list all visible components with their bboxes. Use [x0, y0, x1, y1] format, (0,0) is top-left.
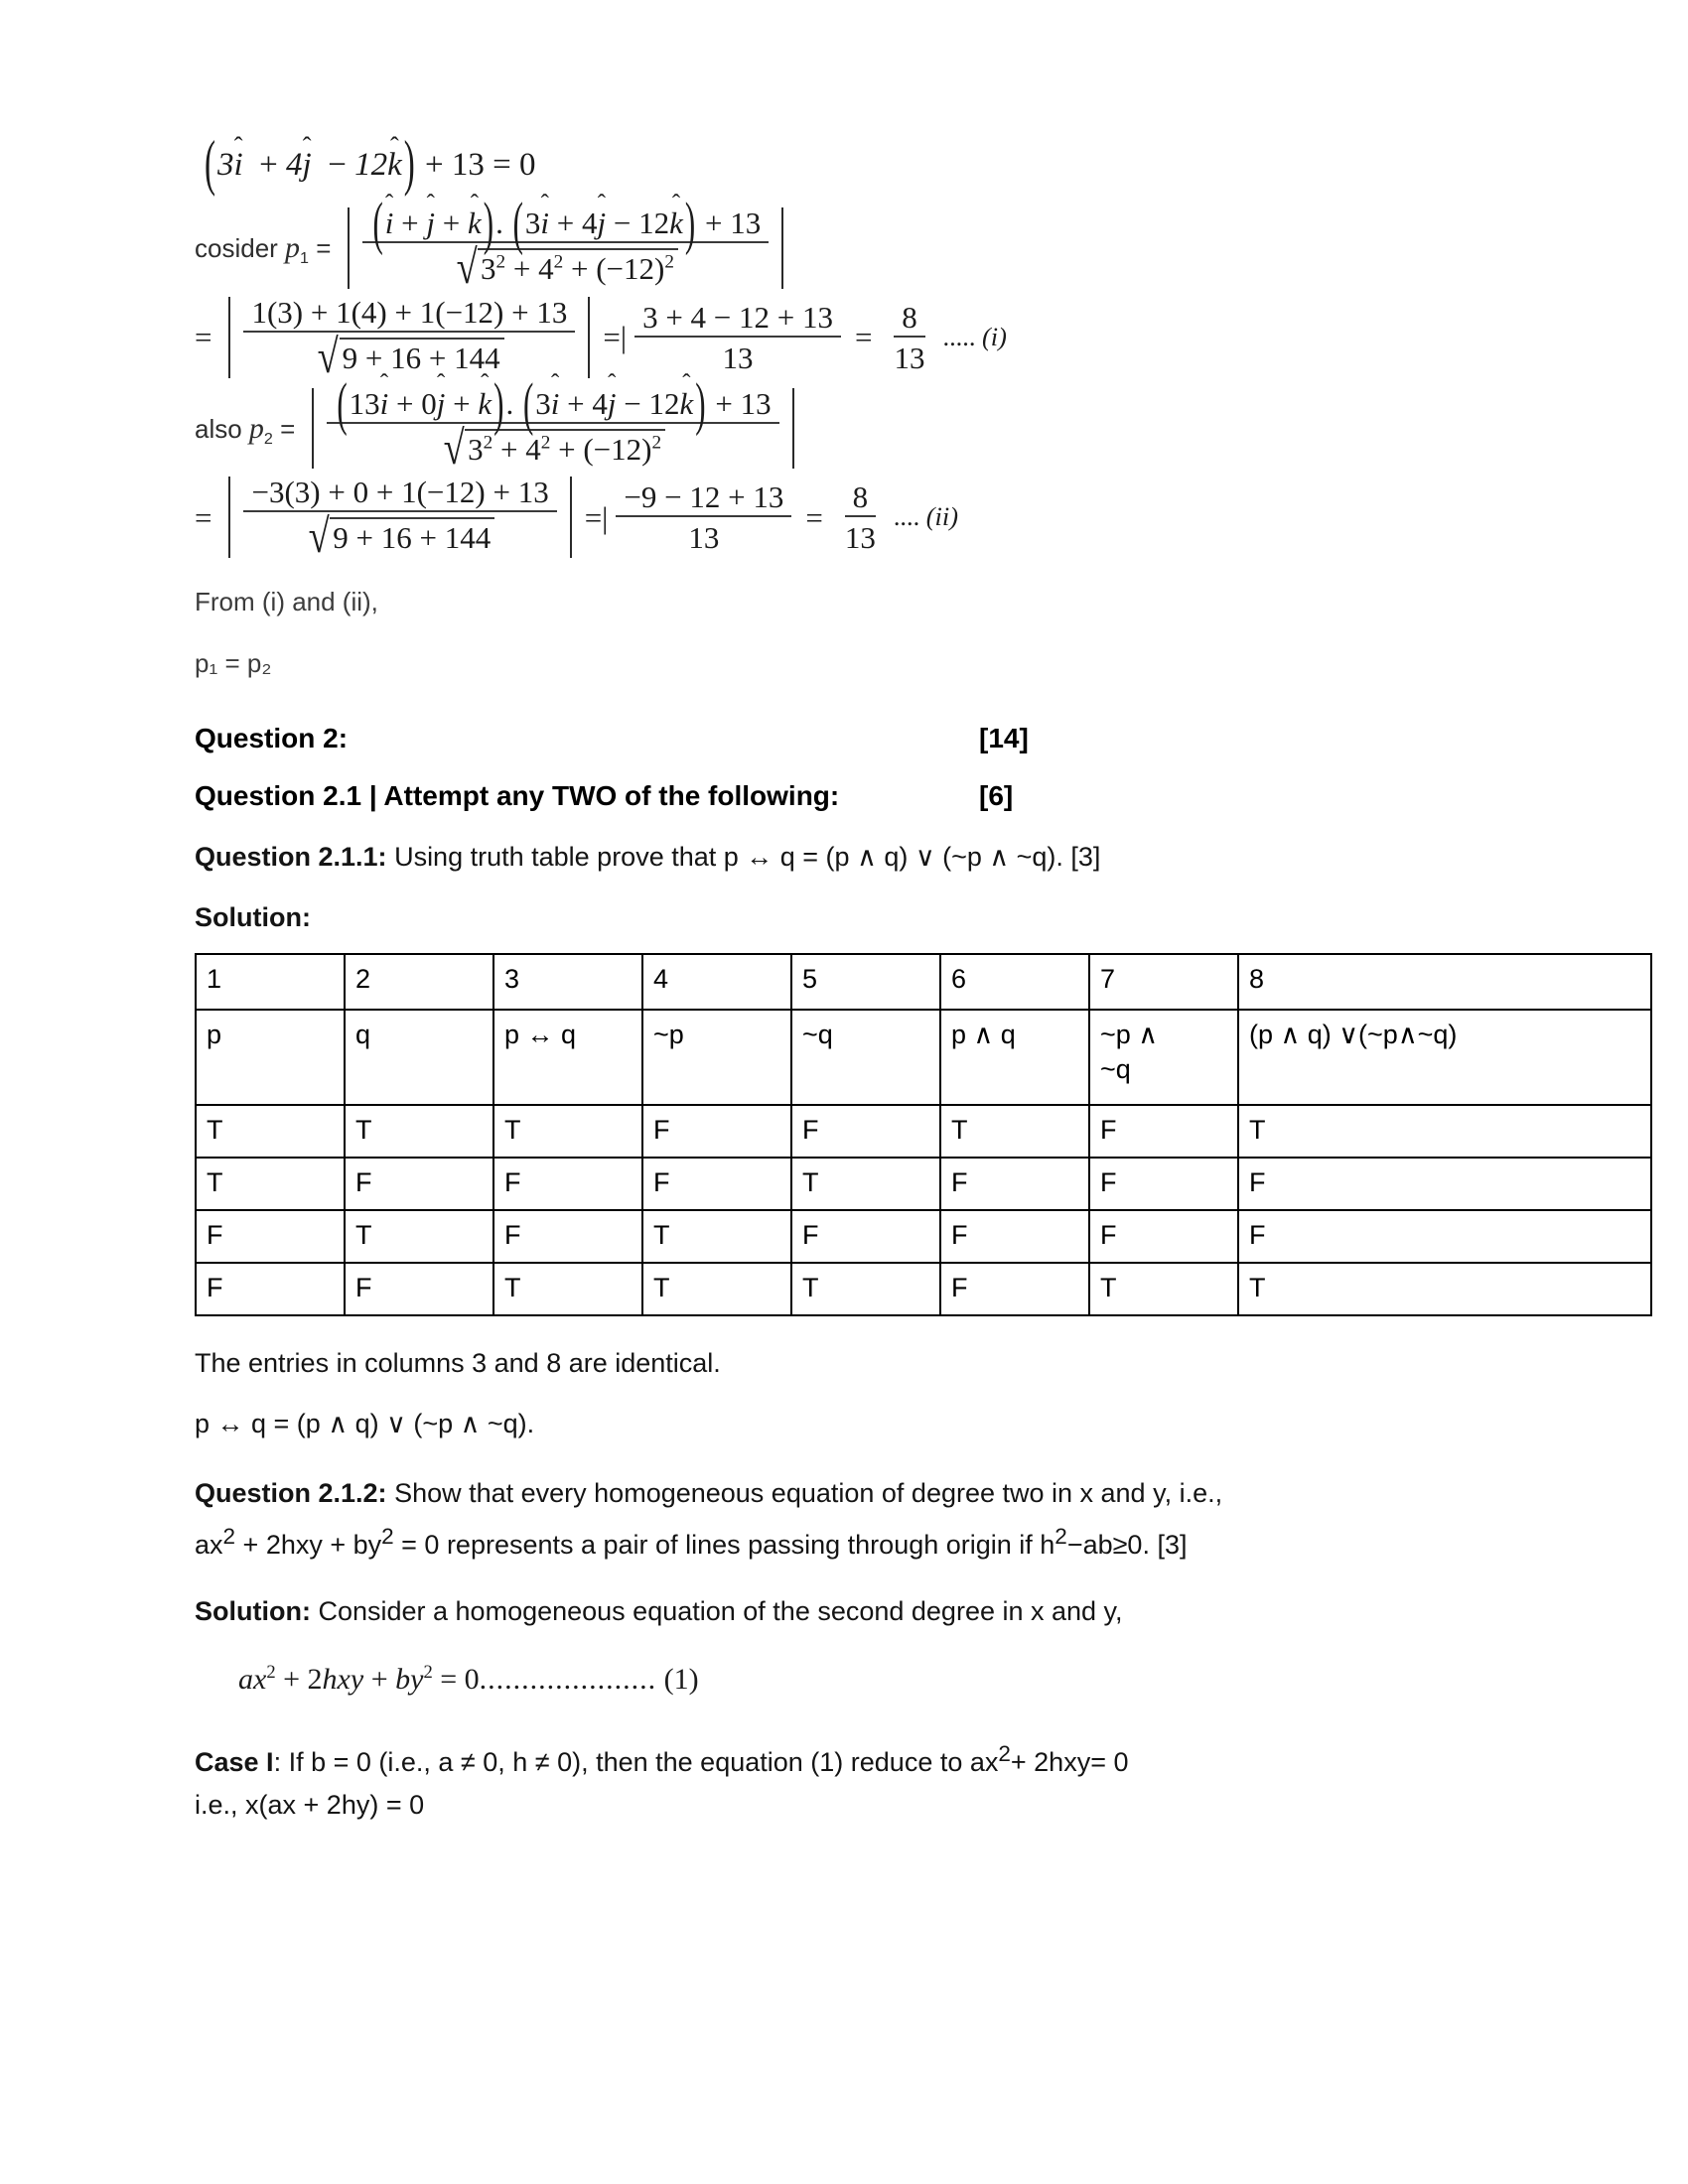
cell: T: [196, 1105, 345, 1158]
question-2-marks: [14]: [979, 722, 1029, 753]
col-expr-not-q: ~q: [791, 1010, 940, 1105]
question-2-1-marks: [6]: [979, 779, 1014, 811]
from-statement: From (i) and (ii),: [195, 587, 378, 617]
solution-2-1-2: [195, 1592, 1476, 1631]
table-row: [196, 1105, 1651, 1158]
col7-line-2: ~q: [1100, 1054, 1131, 1085]
cell: T: [642, 1210, 791, 1263]
eq-sup-3: 2: [1055, 1523, 1067, 1549]
solution-label-1: Solution:: [195, 901, 311, 932]
eq-sup-2: 2: [381, 1523, 394, 1549]
cell: F: [940, 1158, 1089, 1210]
question-2-1-2-label: Question 2.1.2:: [195, 1477, 387, 1508]
col-number-8: 8: [1238, 954, 1651, 1010]
cell: T: [345, 1105, 493, 1158]
case-1-text-pre: : If b = 0 (i.e., a ≠ 0, h ≠ 0), then the equation (1) reduce to ax: [273, 1747, 999, 1778]
solution-label-2: Solution:: [195, 1595, 311, 1626]
cell: F: [791, 1105, 940, 1158]
question-2-1-1: [195, 838, 1476, 877]
equation-p1: cosider $p_1$ = ( i + j + k). (3 i + 4 j − 12 k) + 13 √ $3^2 + 4^2 + (-12)^2$: [195, 207, 1476, 289]
col-number-4: 4: [642, 954, 791, 1010]
cell: F: [345, 1158, 493, 1210]
solution-text-2: Consider a homogeneous equation of the second degree in x and y,: [310, 1595, 1123, 1626]
eq-post: = 0 represents a pair of lines passing through origin if h: [393, 1529, 1055, 1560]
cell: F: [791, 1210, 940, 1263]
question-2-heading-row: [195, 723, 1476, 754]
cell: T: [940, 1105, 1089, 1158]
equation-p2: also $p_2$ = (13 i + 0 j + k). (3 i + 4 j − 12 k) + 13 √ $3^2 + 4^2 + (-12)^2$: [195, 388, 1476, 470]
col-expr-q: q: [345, 1010, 493, 1105]
col-number-6: 6: [940, 954, 1089, 1010]
col7-line-1: ~p ∧: [1100, 1019, 1159, 1049]
question-2-1-2-line-1: [195, 1474, 1476, 1513]
col-expr-p-and-q: p ∧ q: [940, 1010, 1089, 1105]
cell: T: [345, 1210, 493, 1263]
table-row: [196, 1158, 1651, 1210]
col-expr-not-p: ~p: [642, 1010, 791, 1105]
cell: F: [493, 1210, 642, 1263]
col-number-7: 7: [1089, 954, 1238, 1010]
cell: F: [196, 1263, 345, 1315]
table-header-numbers: [196, 954, 1651, 1010]
case-1-line-1: [195, 1738, 1476, 1782]
col-number-3: 3: [493, 954, 642, 1010]
question-2-1-heading-row: [195, 780, 1476, 812]
cell: T: [1238, 1263, 1651, 1315]
case-1-line-2: i.e., x(ax + 2hy) = 0: [195, 1790, 425, 1821]
question-2-1-2-line-2: [195, 1521, 1476, 1565]
question-2-1-1-label: Question 2.1.1:: [195, 841, 387, 872]
page-content: [195, 130, 1476, 1846]
equation-1-homogeneous: $ax^2 + 2hxy + by^2 = 0$..................... (1): [238, 1662, 699, 1697]
cell: F: [940, 1210, 1089, 1263]
col-number-5: 5: [791, 954, 940, 1010]
case-1-sup: 2: [998, 1741, 1011, 1767]
eq-mid: + 2hxy + by: [235, 1529, 382, 1560]
eq-pre: ax: [195, 1529, 223, 1560]
cell: F: [345, 1263, 493, 1315]
cell: T: [196, 1158, 345, 1210]
table-row: [196, 1263, 1651, 1315]
cell: F: [1089, 1105, 1238, 1158]
case-1-label: Case I: [195, 1747, 274, 1778]
question-2-1-heading: Question 2.1 | Attempt any TWO of the following:: [195, 779, 840, 811]
eq-sup-1: 2: [222, 1523, 236, 1549]
cell: F: [1089, 1158, 1238, 1210]
cell: T: [1238, 1105, 1651, 1158]
question-2-1-1-text: Using truth table prove that p ↔ q = (p ∧ q) ∨ (~p ∧ ~q). [3]: [386, 841, 1101, 872]
cell: F: [1089, 1210, 1238, 1263]
p2-label: also $p_2$ =: [195, 411, 296, 448]
col-expr-biconditional: p ↔ q: [493, 1010, 642, 1105]
col-number-2: 2: [345, 954, 493, 1010]
cell: F: [493, 1158, 642, 1210]
cell: T: [1089, 1263, 1238, 1315]
truth-table: [195, 953, 1652, 1316]
equation-line-1: ( 3 i + 4 j − 12 k ) + 13 = 0: [205, 130, 536, 199]
table-header-expressions: [196, 1010, 1651, 1105]
col-number-1: 1: [196, 954, 345, 1010]
cell: F: [1238, 1210, 1651, 1263]
cell: T: [493, 1263, 642, 1315]
question-2-heading: Question 2:: [195, 722, 349, 753]
col-expr-notp-and-notq: [1089, 1010, 1238, 1105]
cell: T: [791, 1158, 940, 1210]
cell: T: [493, 1105, 642, 1158]
conclusion-line-1: The entries in columns 3 and 8 are identical.: [195, 1348, 721, 1379]
cell: T: [642, 1263, 791, 1315]
question-2-1-2-text: Show that every homogeneous equation of degree two in x and y, i.e.,: [386, 1477, 1223, 1508]
equation-p2-evaluated: = −3(3) + 0 + 1(−12) + 13 √ 9 + 16 + 144 =| $\frac{-9 - 12 + 13}{13}$ = $\frac{8}{13}$ .... (ii): [195, 475, 958, 564]
col-expr-p: p: [196, 1010, 345, 1105]
cell: F: [642, 1105, 791, 1158]
cell: F: [642, 1158, 791, 1210]
eq-tail: −ab≥0. [3]: [1066, 1529, 1188, 1560]
cell: F: [940, 1263, 1089, 1315]
col-expr-full: (p ∧ q) ∨(~p∧~q): [1238, 1010, 1651, 1105]
p1-equals-p2: p₁ = p₂: [195, 648, 272, 678]
equation-p1-evaluated: = 1(3) + 1(4) + 1(−12) + 13 √ 9 + 16 + 144 =| $\frac{3 + 4 - 12 + 13}{13}$ = $\frac{8}{13}$ ..... (i): [195, 294, 1007, 383]
table-row: [196, 1210, 1651, 1263]
conclusion-line-2: p ↔ q = (p ∧ q) ∨ (~p ∧ ~q).: [195, 1409, 535, 1439]
cell: T: [791, 1263, 940, 1315]
case-1-text-post: + 2hxy= 0: [1010, 1747, 1129, 1778]
p1-label: cosider $p_1$ =: [195, 230, 332, 268]
cell: F: [196, 1210, 345, 1263]
cell: F: [1238, 1158, 1651, 1210]
